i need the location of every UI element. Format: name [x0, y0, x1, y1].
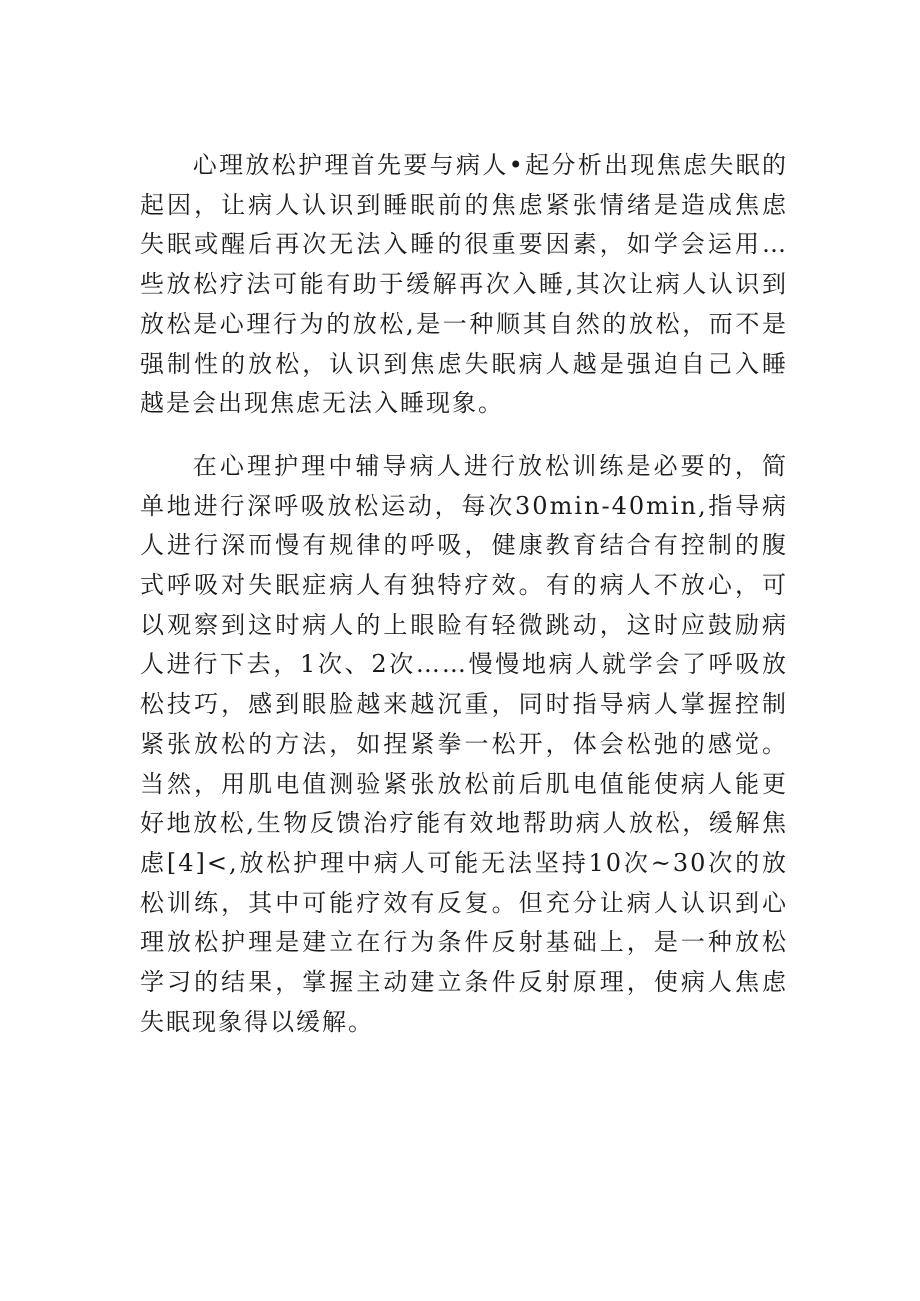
- paragraph-relaxation-training: 在心理护理中辅导病人进行放松训练是必要的，简单地进行深呼吸放松运动，每次30min-40min,指导病人进行深而慢有规律的呼吸，健康教育结合有控制的腹式呼吸对失眠症病人有独特疗效。有的病人不放心，可以观察到这时病人的上眼睑有轻微跳动，这时应鼓励病人进行下去，1次、2次……慢慢地病人就学会了呼吸放松技巧，感到眼脸越来越沉重，同时指导病人掌握控制紧张放松的方法，如捏紧拳一松开，体会松弛的感觉。当然，用肌电值测验紧张放松前后肌电值能使病人能更好地放松,生物反馈治疗能有效地帮助病人放松，缓解焦虑[4]<,放松护理中病人可能无法坚持10次~30次的放松训练，其中可能疗效有反复。但充分让病人认识到心理放松护理是建立在行为条件反射基础上，是一种放松学习的结果，掌握主动建立条件反射原理，使病人焦虑失眠现象得以缓解。: [140, 451, 788, 1036]
- paragraph-relaxation-nursing: 心理放松护理首先要与病人•起分析出现焦虑失眠的起因，让病人认识到睡眠前的焦虑紧张情绪是造成焦虑失眠或醒后再次无法入睡的很重要因素，如学会运用…些放松疗法可能有助于缓解再次入睡,其次让病人认识到放松是心理行为的放松,是一种顺其自然的放松，而不是强制性的放松，认识到焦虑失眠病人越是强迫自己入睡越是会出现焦虑无法入睡现象。: [140, 151, 788, 418]
- document-body: [140, 146, 788, 1042]
